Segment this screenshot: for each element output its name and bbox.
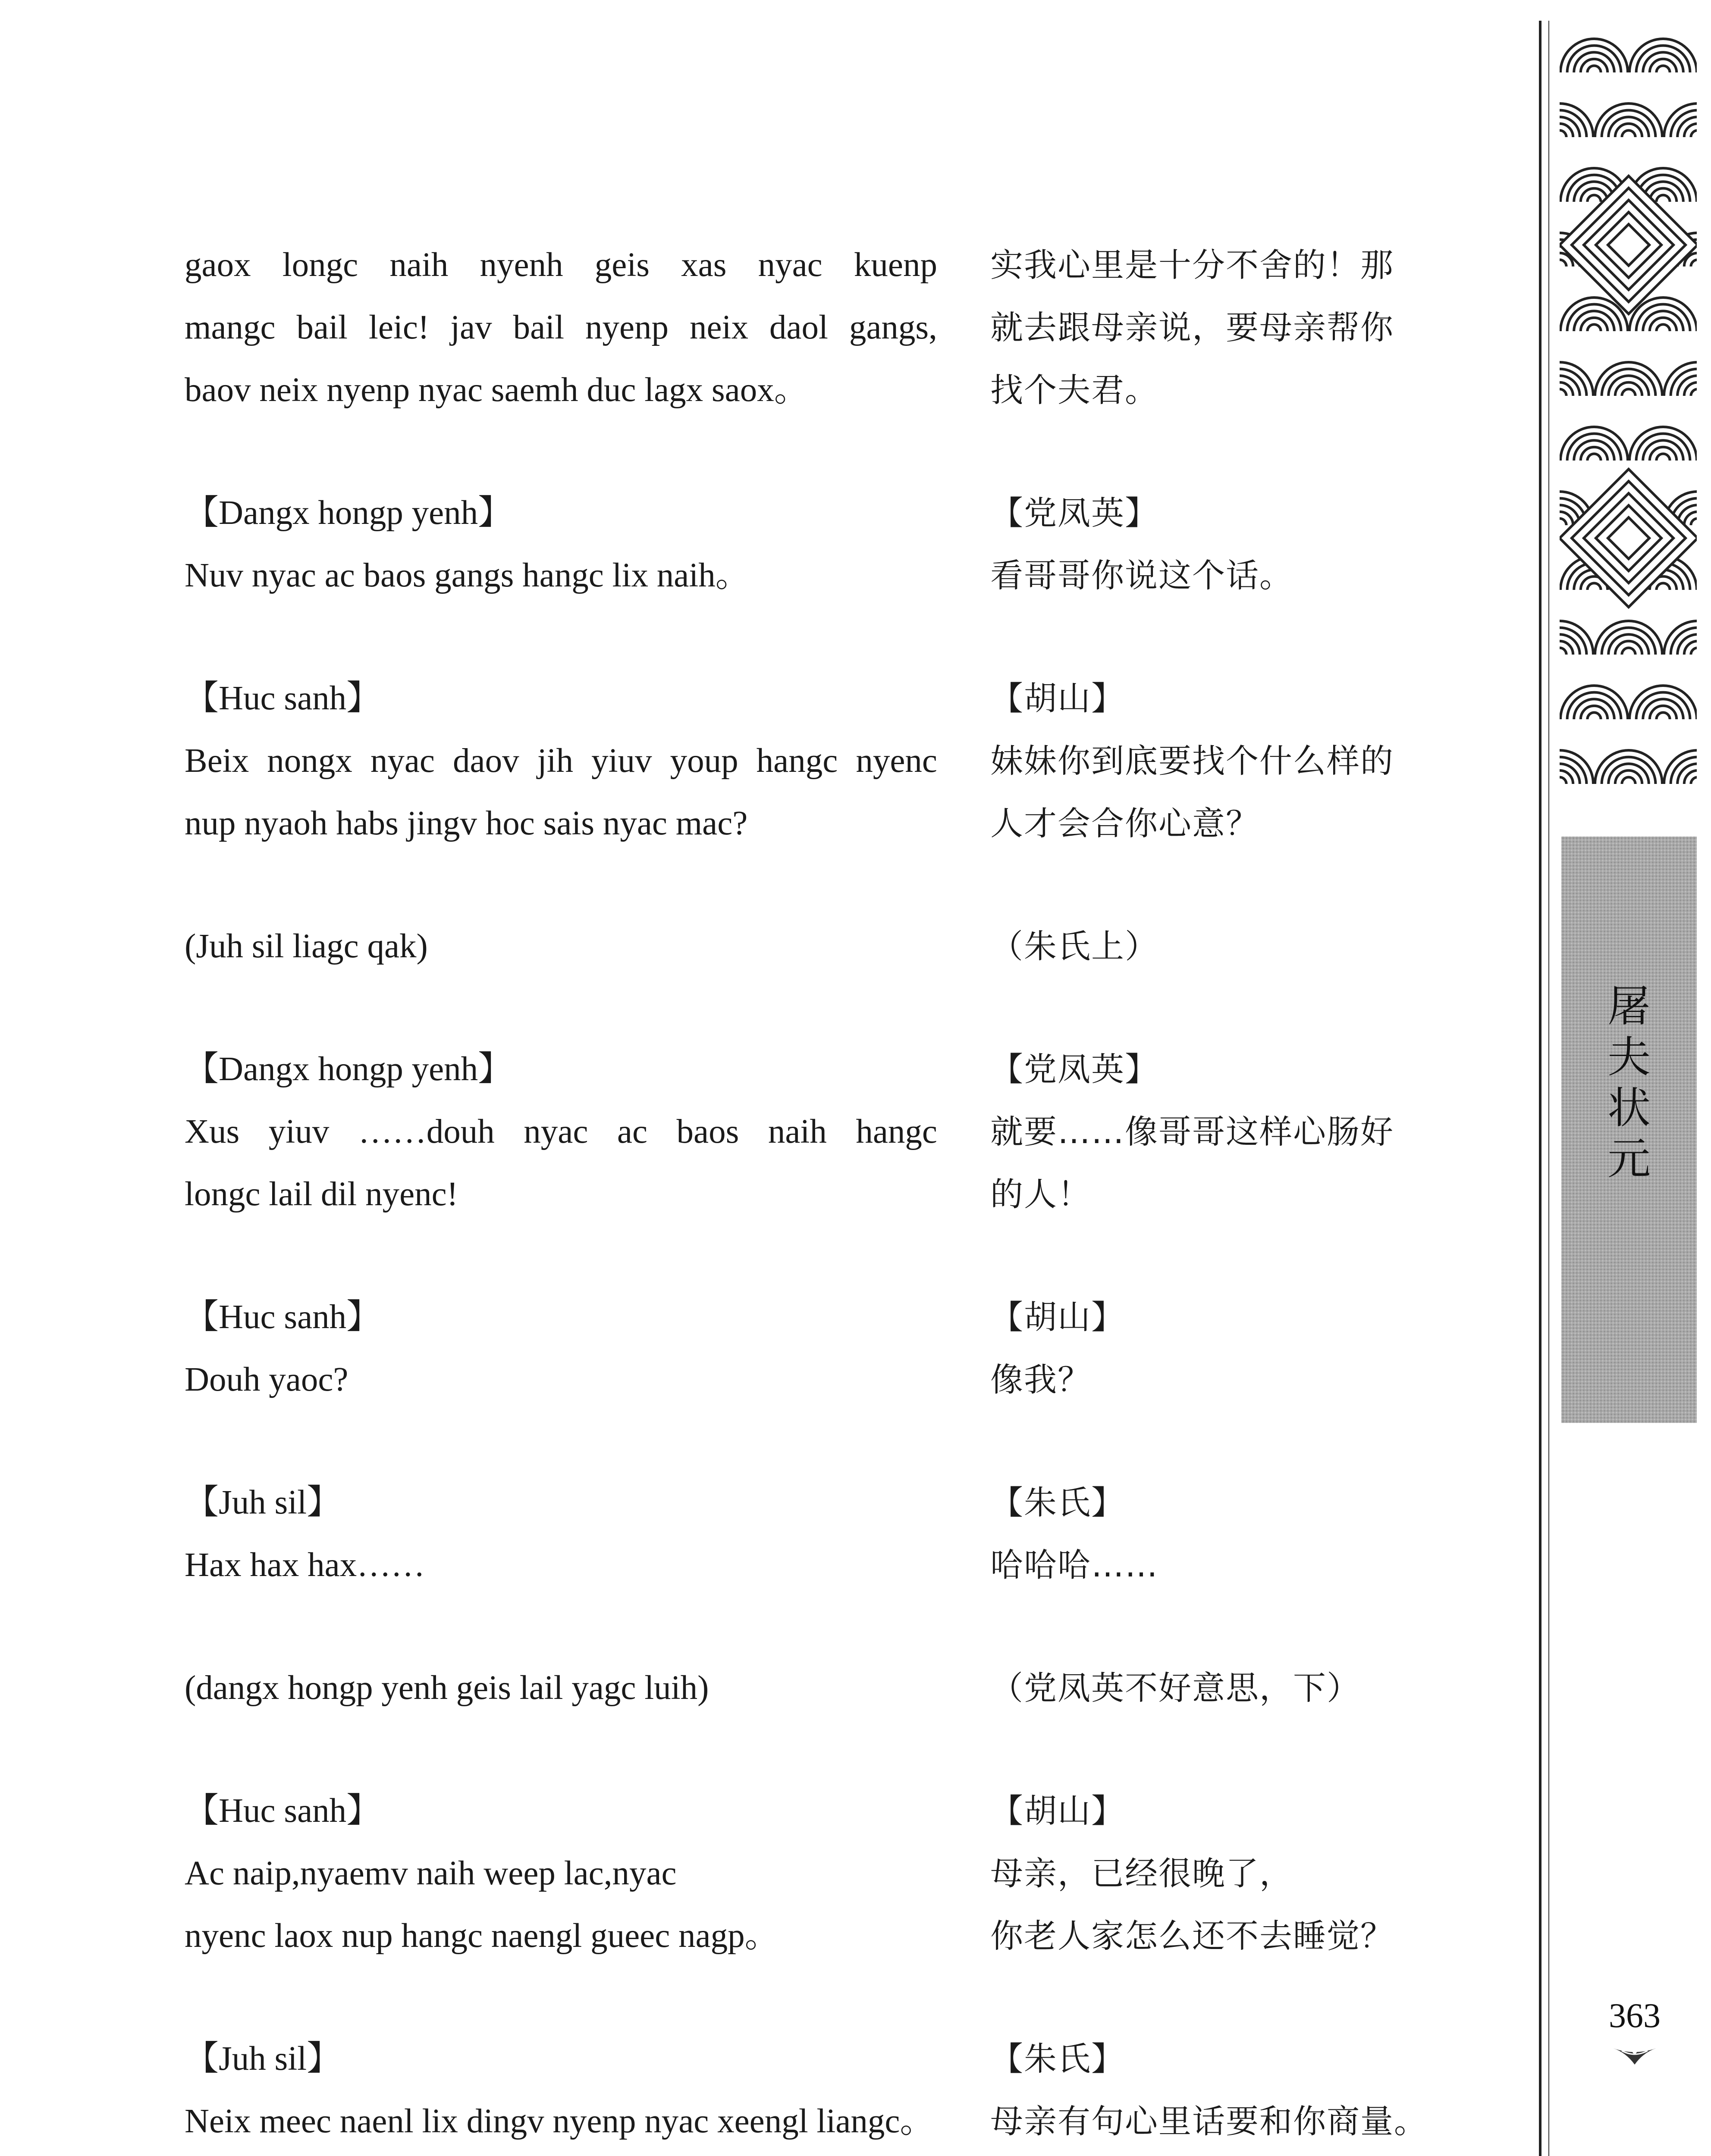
- chinese-text-line: 像我？: [990, 1360, 1091, 1399]
- chinese-text-line: 你老人家怎么还不去睡觉？: [990, 1917, 1394, 1955]
- dong-text-line: (dangx hongp yenh geis lail yagc luih): [185, 1669, 709, 1707]
- dong-text-line: nyenc laox nup hangc naengl gueec nagp。: [185, 1917, 779, 1955]
- dong-text-line: 【Dangx hongp yenh】: [185, 494, 512, 532]
- chinese-text-line: 【胡山】: [990, 1792, 1125, 1830]
- dong-text-line: 【Huc sanh】: [185, 1792, 381, 1830]
- chinese-text-line: （党凤英不好意思，下）: [990, 1669, 1360, 1707]
- chinese-text-line: 【胡山】: [990, 679, 1125, 718]
- dong-text-line: longc lail dil nyenc!: [185, 1175, 458, 1213]
- cloud-pattern-ornament: [1560, 21, 1697, 831]
- margin-rule-inner: [1548, 21, 1549, 2156]
- chinese-text-line: 实我心里是十分不舍的！那: [990, 246, 1394, 284]
- chinese-text-line: 【党凤英】: [990, 1050, 1158, 1088]
- dong-text-line: Beix nongx nyac daov jih yiuv youp hangc nyenc: [185, 742, 937, 780]
- chinese-text-line: 就要……像哥哥这样心肠好: [990, 1112, 1394, 1151]
- dong-text-line: 【Dangx hongp yenh】: [185, 1050, 512, 1088]
- dong-text-line: Neix meec naenl lix dingv nyenp nyac xeengl liangc。: [185, 2103, 934, 2140]
- dong-text-line: mangc bail leic! jav bail nyenp neix daol gangs,: [185, 309, 937, 346]
- chinese-text-line: 【朱氏】: [990, 2040, 1125, 2078]
- chinese-text-line: （朱氏上）: [990, 927, 1158, 965]
- dong-text-line: nup nyaoh habs jingv hoc sais nyac mac?: [185, 805, 748, 842]
- chinese-text-line: 母亲，已经很晚了，: [990, 1854, 1293, 1893]
- chinese-text-line: 的人！: [990, 1175, 1091, 1213]
- chinese-text-line: 哈哈哈……: [990, 1546, 1158, 1584]
- chinese-text-line: 妹妹你到底要找个什么样的: [990, 742, 1394, 780]
- dong-text-line: baov neix nyenp nyac saemh duc lagx saox。: [185, 371, 808, 409]
- dong-text-line: 【Huc sanh】: [185, 1298, 381, 1336]
- dong-text-line: Ac naip,nyaemv naih weep lac,nyac: [185, 1855, 677, 1892]
- chinese-text-line: 【党凤英】: [990, 494, 1158, 532]
- chinese-text-line: 母亲有句心里话要和你商量。: [990, 2102, 1428, 2140]
- dong-text-line: 【Huc sanh】: [185, 680, 381, 717]
- chinese-text-line: 就去跟母亲说，要母亲帮你: [990, 308, 1394, 347]
- page-number-flourish-icon: [1609, 2043, 1661, 2069]
- chinese-text-line: 人才会合你心意？: [990, 804, 1259, 843]
- page-number: 363: [1609, 1997, 1661, 2035]
- book-title: 屠夫状元: [1600, 983, 1651, 1187]
- dong-text-line: gaox longc naih nyenh geis xas nyac kuenp: [185, 246, 937, 284]
- dong-text-line: Nuv nyac ac baos gangs hangc lix naih。: [185, 557, 750, 594]
- chinese-text-line: 【胡山】: [990, 1298, 1125, 1336]
- chinese-text-line: 看哥哥你说这个话。: [990, 556, 1293, 595]
- dong-text-line: (Juh sil liagc qak): [185, 928, 428, 965]
- dong-text-line: 【Juh sil】: [185, 1484, 341, 1521]
- dong-text-line: Xus yiuv ……douh nyac ac baos naih hangc: [185, 1113, 937, 1150]
- chinese-text-line: 找个夫君。: [990, 371, 1158, 409]
- dong-text-line: Hax hax hax……: [185, 1546, 425, 1584]
- dong-text-line: 【Juh sil】: [185, 2040, 341, 2078]
- margin-rule-outer: [1539, 21, 1541, 2156]
- chinese-text-line: 【朱氏】: [990, 1483, 1125, 1522]
- dong-text-line: Douh yaoc?: [185, 1361, 348, 1398]
